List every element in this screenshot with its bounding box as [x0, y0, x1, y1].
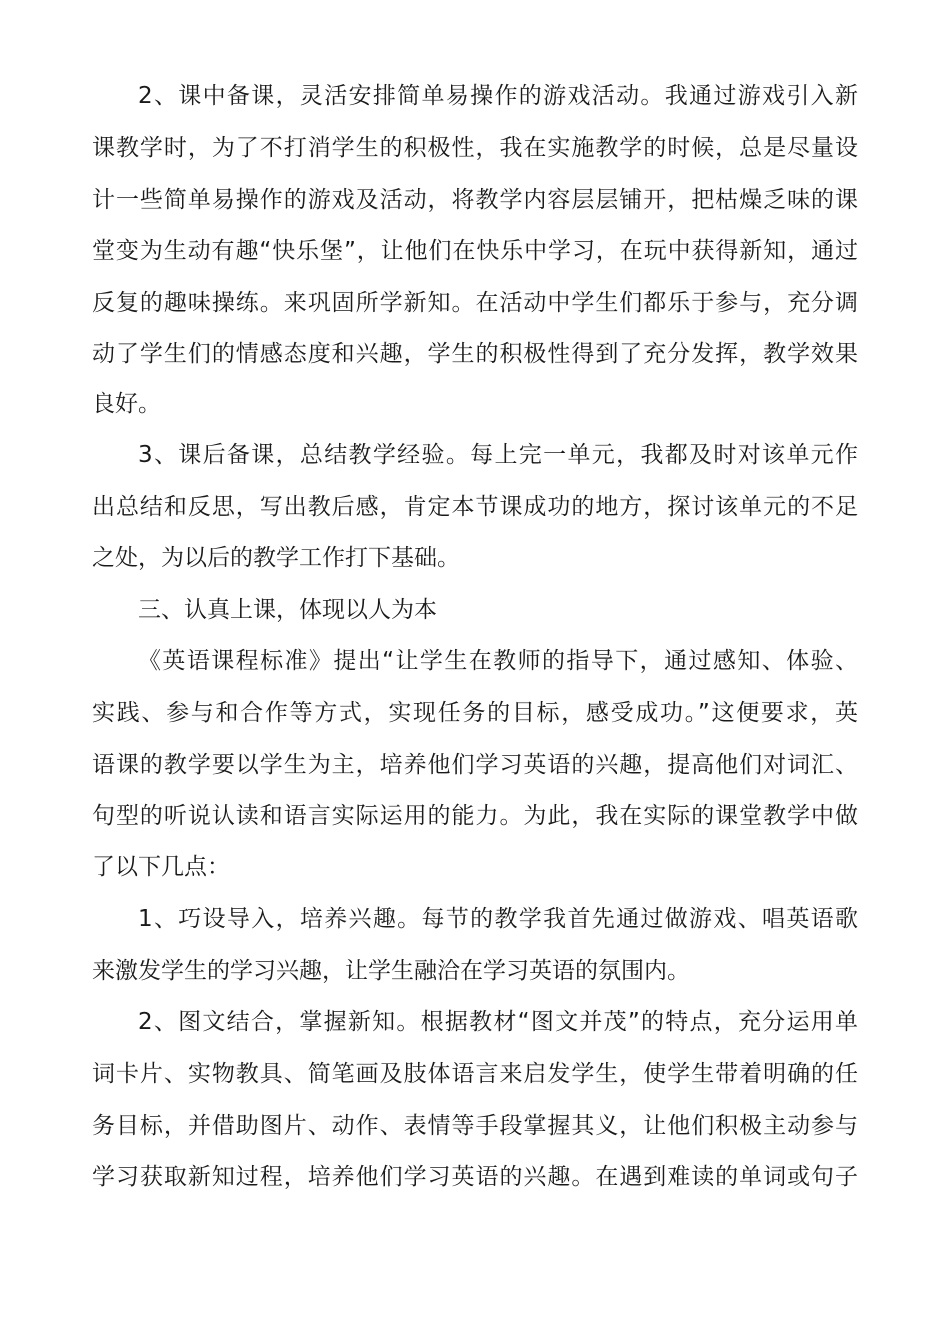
paragraph-line: 2、课中备课，灵活安排简单易操作的游戏活动。我通过游戏引入新	[138, 83, 858, 109]
paragraph-line: 句型的听说认读和语言实际运用的能力。为此，我在实际的课堂教学中做	[92, 803, 858, 829]
paragraph-line: 语课的教学要以学生为主，培养他们学习英语的兴趣，提高他们对词汇、	[92, 752, 858, 778]
paragraph-line: 务目标，并借助图片、动作、表情等手段掌握其义，让他们积极主动参与	[92, 1113, 858, 1139]
paragraph-line: 词卡片、实物教具、简笔画及肢体语言来启发学生，使学生带着明确的任	[92, 1061, 858, 1087]
paragraph-line: 出总结和反思，写出教后感，肯定本节课成功的地方，探讨该单元的不足	[92, 494, 858, 520]
paragraph-line: 实践、参与和合作等方式，实现任务的目标，感受成功。”这便要求，英	[92, 700, 858, 726]
paragraph-line: 3、课后备课，总结教学经验。每上完一单元，我都及时对该单元作	[138, 442, 858, 468]
section-heading: 三、认真上课，体现以人为本	[138, 597, 437, 623]
paragraph-line: 反复的趣味操练。来巩固所学新知。在活动中学生们都乐于参与，充分调	[92, 290, 858, 316]
paragraph-line: 之处，为以后的教学工作打下基础。	[92, 545, 460, 571]
paragraph-line: 学习获取新知过程，培养他们学习英语的兴趣。在遇到难读的单词或句子	[92, 1164, 858, 1190]
paragraph-line: 来激发学生的学习兴趣，让学生融洽在学习英语的氛围内。	[92, 958, 690, 984]
paragraph-line: 堂变为生动有趣“快乐堡”，让他们在快乐中学习，在玩中获得新知，通过	[92, 238, 858, 264]
paragraph-line: 1、巧设导入，培养兴趣。每节的教学我首先通过做游戏、唱英语歌	[138, 906, 858, 932]
paragraph-line: 动了学生们的情感态度和兴趣，学生的积极性得到了充分发挥，教学效果	[92, 341, 858, 367]
paragraph-line: 课教学时，为了不打消学生的积极性，我在实施教学的时候，总是尽量设	[92, 135, 858, 161]
paragraph-line: 良好。	[92, 391, 161, 417]
paragraph-line: 计一些简单易操作的游戏及活动，将教学内容层层铺开，把枯燥乏味的课	[92, 187, 858, 213]
paragraph-line: 了以下几点：	[92, 854, 230, 880]
paragraph-line: 《英语课程标准》提出“让学生在教师的指导下，通过感知、体验、	[138, 648, 858, 674]
paragraph-line: 2、图文结合，掌握新知。根据教材“图文并茂”的特点，充分运用单	[138, 1009, 858, 1035]
